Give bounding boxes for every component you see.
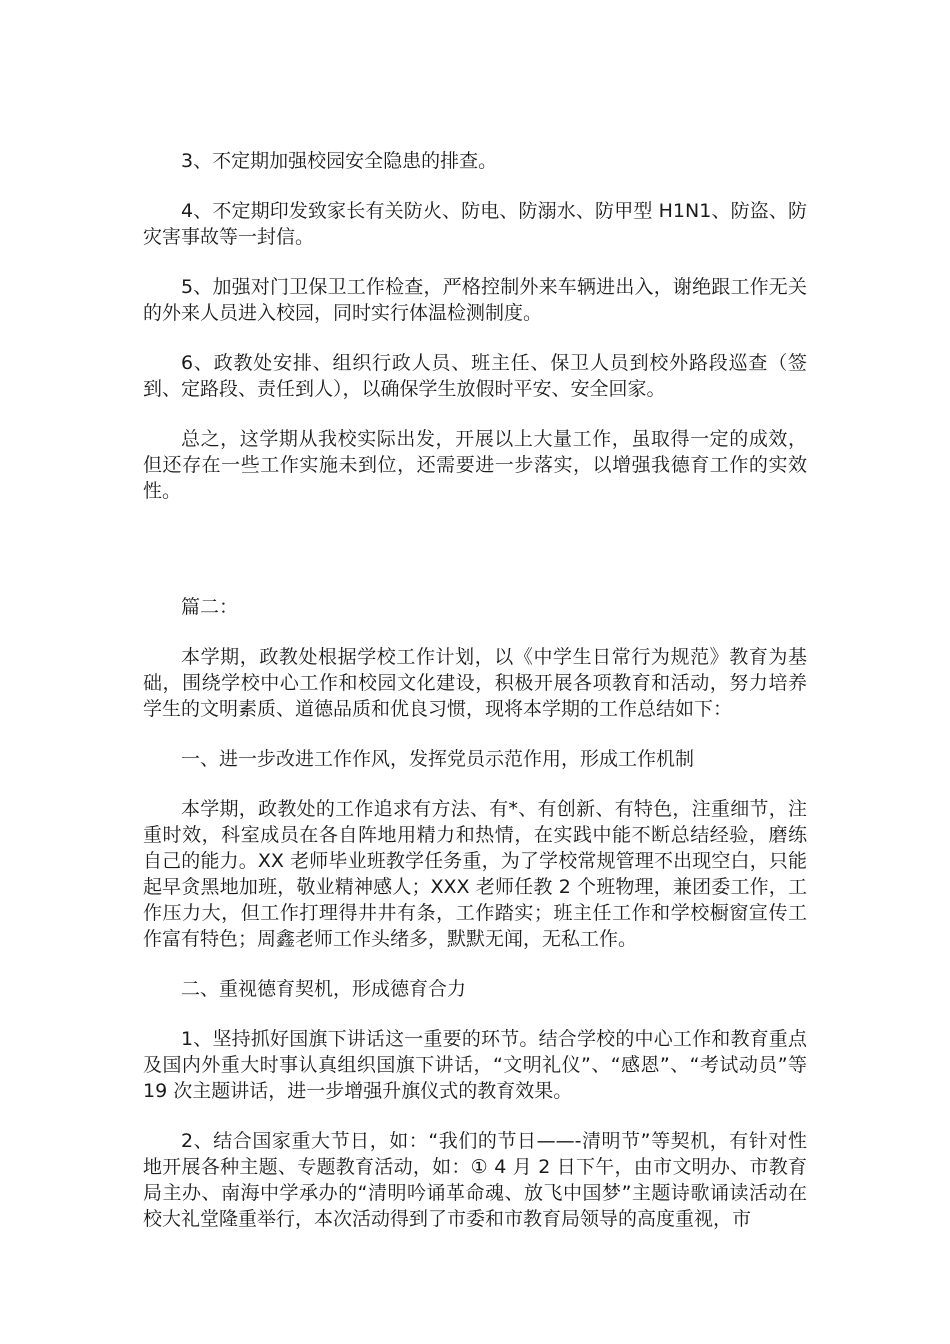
paragraph-festival-activities: 2、结合国家重大节日，如：“我们的节日——-清明节”等契机，有针对性地开展各种主题、专题教育活动，如：① 4 月 2 日下午，由市文明办、市教育局主办、南海中学承办的“清明吟诵革命魂、放飞中国梦”主题诗歌诵读活动在校大礼堂隆重举行，本次活动得到了市委和市教育局领导的高度重视，市: [143, 1130, 807, 1230]
section-heading-part-two: 篇二：: [181, 596, 239, 618]
paragraph-item-3: 3、不定期加强校园安全隐患的排查。: [181, 150, 498, 172]
paragraph-flag-speech: 1、坚持抓好国旗下讲话这一重要的环节。结合学校的中心工作和教育重点及国内外重大时事认真组织国旗下讲话，“文明礼仪”、“感恩”、“考试动员”等 19 次主题讲话，进一步增强升旗仪式的教育效果。: [143, 1028, 807, 1102]
heading-two: 二、重视德育契机，形成德育合力: [181, 978, 467, 1000]
document-body: [143, 148, 807, 1256]
section-gap: [143, 528, 807, 594]
paragraph-intro: 本学期，政教处根据学校工作计划，以《中学生日常行为规范》教育为基础，围绕学校中心工作和校园文化建设，积极开展各项教育和活动，努力培养学生的文明素质、道德品质和优良习惯，现将本学期的工作总结如下：: [143, 646, 807, 720]
paragraph-item-5: 5、加强对门卫保卫工作检查，严格控制外来车辆进出入，谢绝跟工作无关的外来人员进入校园，同时实行体温检测制度。: [143, 276, 807, 324]
paragraph-item-6: 6、政教处安排、组织行政人员、班主任、保卫人员到校外路段巡查（签到、定路段、责任到人），以确保学生放假时平安、安全回家。: [143, 352, 807, 400]
paragraph-conclusion: 总之，这学期从我校实际出发，开展以上大量工作，虽取得一定的成效，但还存在一些工作实施未到位，还需要进一步落实，以增强我德育工作的实效性。: [143, 428, 807, 502]
paragraph-item-4: 4、不定期印发致家长有关防火、防电、防溺水、防甲型 H1N1、防盗、防灾害事故等一封信。: [143, 200, 807, 248]
paragraph-work-style: 本学期，政教处的工作追求有方法、有*、有创新、有特色，注重细节，注重时效，科室成员在各自阵地用精力和热情，在实践中能不断总结经验，磨练自己的能力。XX 老师毕业班教学任务重，为了学校常规管理不出现空白，只能起早贪黑地加班，敬业精神感人；XXX 老师任教 2 个班物理，兼团委工作，工作压力大，但工作打理得井井有条，工作踏实；班主任工作和学校橱窗宣传工作富有特色；周鑫老师工作头绪多，默默无闻，无私工作。: [143, 798, 807, 950]
heading-one: 一、进一步改进工作作风，发挥党员示范作用，形成工作机制: [181, 748, 695, 770]
